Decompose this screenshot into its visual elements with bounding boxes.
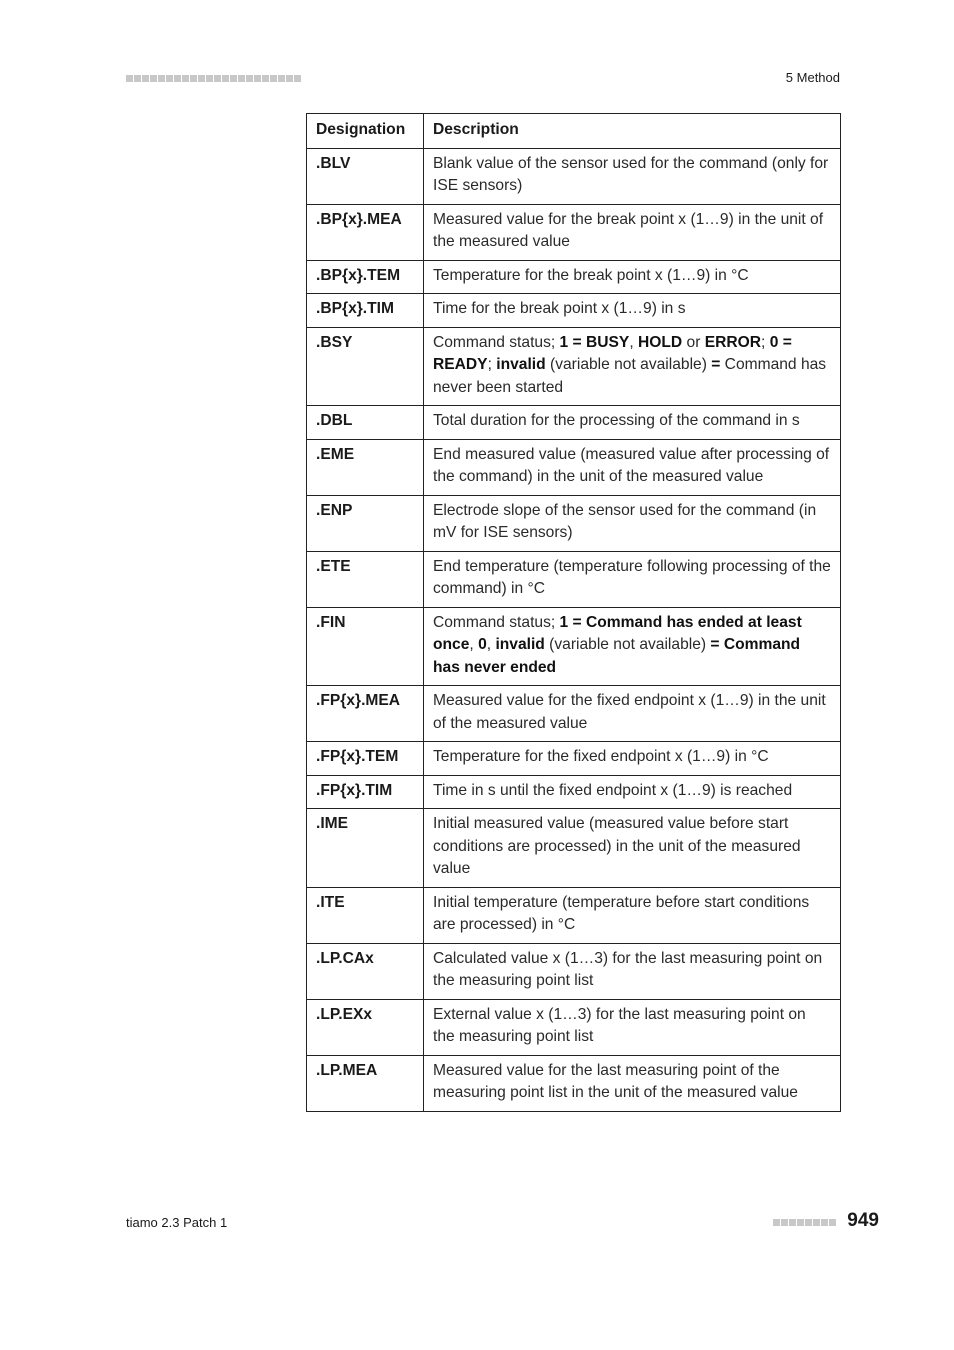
table-body	[307, 148, 841, 1111]
decoration-dot	[166, 75, 173, 82]
description-text: Measured value for the fixed endpoint x (1…9) in the unit of the measured value	[433, 692, 826, 732]
description-cell	[424, 999, 841, 1055]
decoration-dot	[805, 1219, 812, 1226]
decoration-dot	[278, 75, 285, 82]
decoration-dot	[230, 75, 237, 82]
description-text: Calculated value x (1…3) for the last measuring point on the measuring point list	[433, 949, 823, 989]
decoration-dot	[174, 75, 181, 82]
decoration-dot	[222, 75, 229, 82]
table-row	[307, 686, 841, 742]
table-row	[307, 551, 841, 607]
description-cell	[424, 887, 841, 943]
table-row	[307, 742, 841, 776]
designation-cell: .FP{x}.TIM	[307, 775, 424, 809]
description-emphasis: 0	[478, 636, 487, 653]
column-header-description: Description	[424, 114, 841, 149]
description-text: ,	[469, 636, 479, 653]
table-row	[307, 260, 841, 294]
decoration-dot	[142, 75, 149, 82]
description-text: (variable not available)	[545, 356, 712, 373]
description-text: Temperature for the fixed endpoint x (1…9) in °C	[433, 748, 769, 765]
description-cell	[424, 1055, 841, 1111]
description-cell	[424, 327, 841, 406]
decoration-dot	[781, 1219, 788, 1226]
designation-cell: .LP.MEA	[307, 1055, 424, 1111]
description-cell	[424, 742, 841, 776]
decoration-dot	[182, 75, 189, 82]
description-text: Time in s until the fixed endpoint x (1…9) is reached	[433, 781, 793, 799]
designation-cell: .FIN	[307, 607, 424, 686]
designation-cell: .ITE	[307, 887, 424, 943]
designation-cell: .EME	[307, 439, 424, 495]
table-header-row	[307, 114, 841, 149]
description-emphasis: invalid	[496, 356, 546, 373]
footer-decoration-dots	[773, 1219, 836, 1226]
description-text: (variable not available)	[544, 636, 711, 653]
designation-table	[306, 113, 841, 1112]
description-cell	[424, 943, 841, 999]
description-cell	[424, 260, 841, 294]
designation-cell: .ETE	[307, 551, 424, 607]
description-text: ;	[761, 333, 770, 351]
description-cell	[424, 551, 841, 607]
description-emphasis: = Command has never ended	[433, 636, 801, 676]
description-emphasis: HOLD	[638, 333, 683, 351]
decoration-dot	[190, 75, 197, 82]
description-text: Blank value of the sensor used for the command (only for ISE sensors)	[433, 154, 829, 194]
table-row	[307, 1055, 841, 1111]
decoration-dot	[286, 75, 293, 82]
table-row	[307, 887, 841, 943]
designation-cell: .BP{x}.MEA	[307, 204, 424, 260]
decoration-dot	[214, 75, 221, 82]
description-text: Command status;	[433, 613, 560, 631]
decoration-dot	[773, 1219, 780, 1226]
decoration-dot	[158, 75, 165, 82]
description-cell	[424, 607, 841, 686]
description-cell	[424, 439, 841, 495]
description-cell	[424, 294, 841, 328]
description-text: ,	[486, 636, 496, 653]
description-text: Time for the break point x (1…9) in s	[433, 300, 686, 317]
table-row	[307, 439, 841, 495]
description-text: Temperature for the break point x (1…9) in °C	[433, 266, 749, 284]
description-cell	[424, 775, 841, 809]
table-row	[307, 999, 841, 1055]
designation-cell: .ENP	[307, 495, 424, 551]
designation-cell: .BSY	[307, 327, 424, 406]
decoration-dot	[206, 75, 213, 82]
description-text: Measured value for the break point x (1…9) in the unit of the measured value	[433, 210, 824, 250]
designation-cell: .LP.CAx	[307, 943, 424, 999]
decoration-dot	[238, 75, 245, 82]
designation-cell: .BLV	[307, 148, 424, 204]
table-row	[307, 148, 841, 204]
table-row	[307, 294, 841, 328]
table-row	[307, 809, 841, 888]
description-text: Measured value for the last measuring point of the measuring point list in the unit of the measured value	[433, 1061, 798, 1101]
description-text: End temperature (temperature following processing of the command) in °C	[433, 557, 831, 597]
designation-cell: .LP.EXx	[307, 999, 424, 1055]
decoration-dot	[294, 75, 301, 82]
decoration-dot	[821, 1219, 828, 1226]
decoration-dot	[198, 75, 205, 82]
column-header-designation: Designation	[307, 114, 424, 149]
description-text: Electrode slope of the sensor used for the command (in mV for ISE sensors)	[433, 501, 817, 541]
description-text: Command has never been started	[433, 356, 827, 396]
description-emphasis: ERROR	[704, 333, 762, 351]
decoration-dot	[813, 1219, 820, 1226]
decoration-dot	[254, 75, 261, 82]
decoration-dot	[797, 1219, 804, 1226]
description-cell	[424, 148, 841, 204]
description-text: or	[682, 333, 705, 351]
description-cell	[424, 204, 841, 260]
description-cell	[424, 809, 841, 888]
header-decoration-dots	[126, 75, 301, 82]
description-text: Initial temperature (temperature before start conditions are processed) in °C	[433, 893, 810, 933]
section-title: 5 Method	[785, 70, 840, 85]
table-row	[307, 943, 841, 999]
description-emphasis: =	[711, 356, 721, 373]
description-emphasis: 1 = Command has ended at least once	[433, 613, 802, 653]
description-emphasis: 1 = BUSY	[559, 333, 630, 351]
designation-cell: .BP{x}.TIM	[307, 294, 424, 328]
page-number: 949	[847, 1210, 879, 1231]
decoration-dot	[246, 75, 253, 82]
decoration-dot	[150, 75, 157, 82]
description-text: Command status;	[433, 333, 560, 351]
footer-product: tiamo 2.3 Patch 1	[126, 1215, 228, 1230]
table-row	[307, 495, 841, 551]
table-row	[307, 204, 841, 260]
designation-cell: .IME	[307, 809, 424, 888]
decoration-dot	[126, 75, 133, 82]
description-emphasis: 0 = READY	[433, 333, 792, 373]
decoration-dot	[789, 1219, 796, 1226]
description-emphasis: invalid	[495, 636, 545, 653]
table-row	[307, 607, 841, 686]
designation-cell: .FP{x}.TEM	[307, 742, 424, 776]
description-text: ;	[487, 356, 497, 373]
description-cell	[424, 406, 841, 440]
description-cell	[424, 686, 841, 742]
decoration-dot	[262, 75, 269, 82]
description-text: ,	[629, 333, 638, 351]
designation-cell: .DBL	[307, 406, 424, 440]
description-text: End measured value (measured value after processing of the command) in the unit of the measured value	[433, 445, 830, 485]
table-row	[307, 327, 841, 406]
decoration-dot	[134, 75, 141, 82]
decoration-dot	[829, 1219, 836, 1226]
description-text: External value x (1…3) for the last measuring point on the measuring point list	[433, 1005, 806, 1045]
table-row	[307, 775, 841, 809]
designation-cell: .BP{x}.TEM	[307, 260, 424, 294]
designation-cell: .FP{x}.MEA	[307, 686, 424, 742]
decoration-dot	[270, 75, 277, 82]
description-text: Initial measured value (measured value before start conditions are processed) in the unit of the measured value	[433, 815, 801, 877]
description-cell	[424, 495, 841, 551]
table-row	[307, 406, 841, 440]
description-text: Total duration for the processing of the command in s	[433, 412, 800, 429]
